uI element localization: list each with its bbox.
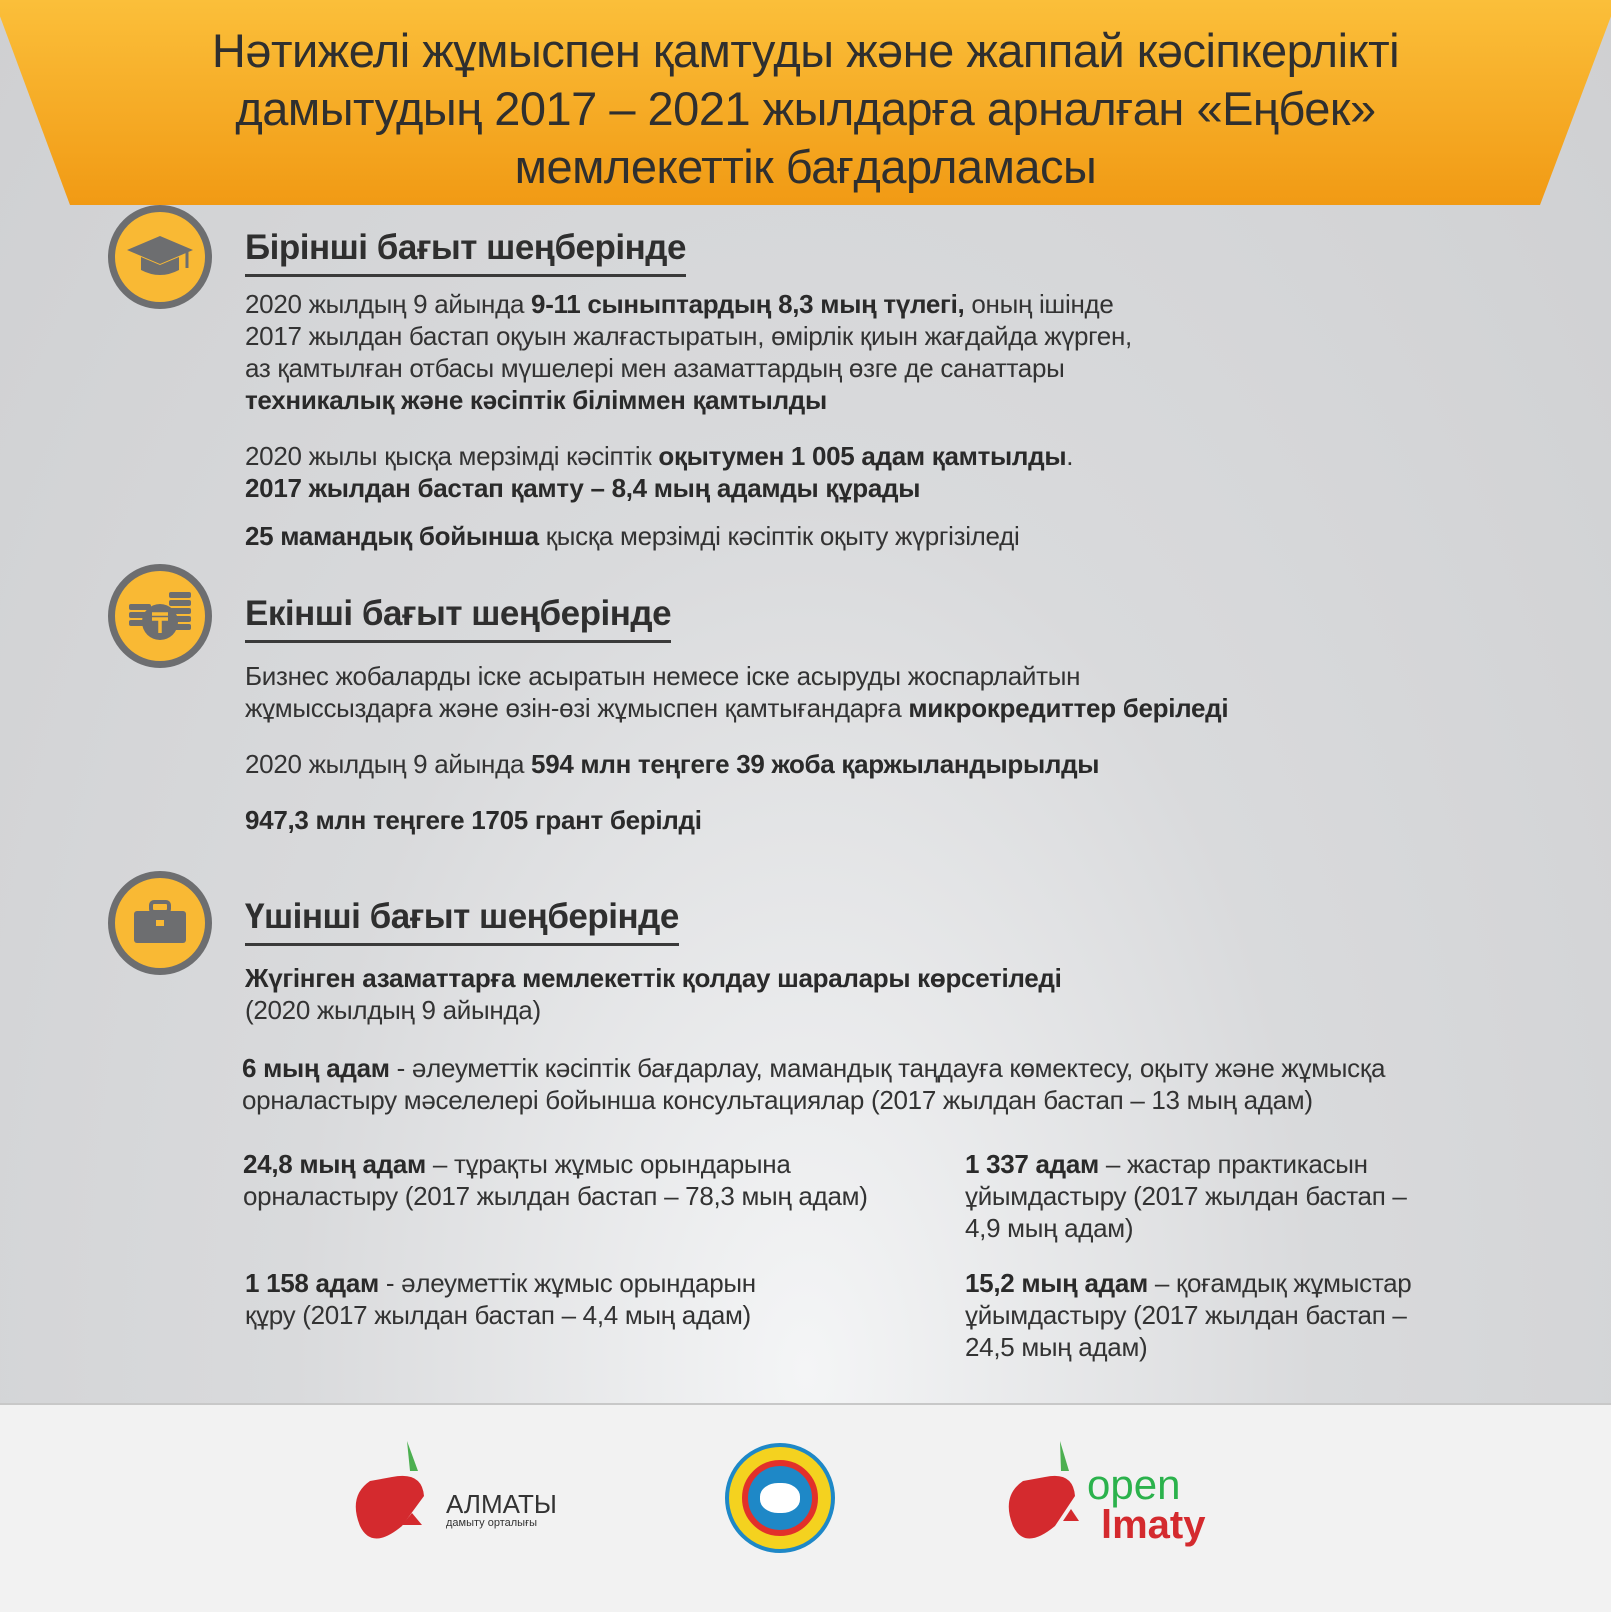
briefcase-icon [108,871,212,975]
apple-logo-icon [352,1441,442,1551]
graduation-cap-icon [108,205,212,309]
open-almaty-logo [1005,1441,1225,1551]
logo-subtext: дамыту орталығы [446,1517,537,1529]
section-2-paragraph-1: Бизнес жобаларды іске асыратын немесе іске асыруды жоспарлайтын жұмыссыздарға және өзін-өзі жұмыспен қамтығандарға микрокредиттер беріледі [245,661,1229,723]
logo-text-lmaty: lmaty [1101,1503,1206,1547]
title-line: мемлекеттік бағдарламасы [514,140,1097,193]
section-2-paragraph-3: 947,3 млн теңгеге 1705 грант берілді [245,805,702,835]
logo-text-open: open [1087,1461,1181,1508]
stat-item: 1 158 адам - әлеуметтік жұмыс орындарын құру (2017 жылдан бастап – 4,4 мың адам) [245,1268,756,1330]
section-1-paragraph-3: 25 мамандық бойынша қысқа мерзімді кәсіптік оқыту жүргізіледі [245,521,1020,551]
section-2-heading: Екінші бағыт шеңберінде [245,594,671,643]
section-1-paragraph-2: 2020 жылы қысқа мерзімді кәсіптік оқытумен 1 005 адам қамтылды. 2017 жылдан бастап қамту – 8,4 мың адамды құрады [245,441,1074,503]
section-3-paragraph-2: 6 мың адам - әлеуметтік кәсіптік бағдарлау, мамандық таңдауға көмектесу, оқыту және жұмысқа орналастыру мәселелері бойынша консультациялар (2017 жылдан бастап – 13 мың адам) [242,1053,1386,1115]
title-line: Нәтижелі жұмыспен қамтуды және жаппай кәсіпкерлікті [211,24,1400,77]
section-1-paragraph-1: 2020 жылдың 9 айында 9-11 сыныптардың 8,3 мың түлегі, оның ішінде 2017 жылдан бастап оқуын жалғастыратын, өмірлік қиын жағдайда жүрген, аз қамтылған отбасы мүшелері мен азаматтардың өзге де санаттары техникалық және кәсіптік біліммен қамтылды [245,289,1132,415]
stat-item: 15,2 мың адам – қоғамдық жұмыстар ұйымдастыру (2017 жылдан бастап – 24,5 мың адам) [965,1268,1412,1362]
section-3-paragraph-1: Жүгінген азаматтарға мемлекеттік қолдау шаралары көрсетіледі (2020 жылдың 9 айында) [245,963,1062,1025]
logo-text: АЛМАТЫ [446,1489,557,1519]
section-3-heading: Үшінші бағыт шеңберінде [245,897,679,946]
stat-item: 24,8 мың адам – тұрақты жұмыс орындарына орналастыру (2017 жылдан бастап – 78,3 мың адам) [243,1149,868,1211]
tenge-coins-icon [108,564,212,668]
page-title [0,22,1611,196]
title-line: дамытудың 2017 – 2021 жылдарға арналған «Еңбек» [235,82,1376,135]
section-1-heading: Бірінші бағыт шеңберінде [245,228,686,277]
footer [0,1403,1611,1612]
stat-item: 1 337 адам – жастар практикасын ұйымдастыру (2017 жылдан бастап – 4,9 мың адам) [965,1149,1407,1243]
almaty-emblem [725,1443,835,1553]
almaty-development-center-logo [352,1441,582,1551]
apple-logo-icon [1005,1441,1085,1551]
section-2-paragraph-2: 2020 жылдың 9 айында 594 млн теңгеге 39 жоба қаржыландырылды [245,749,1100,779]
snow-leopard-icon [742,1460,818,1536]
